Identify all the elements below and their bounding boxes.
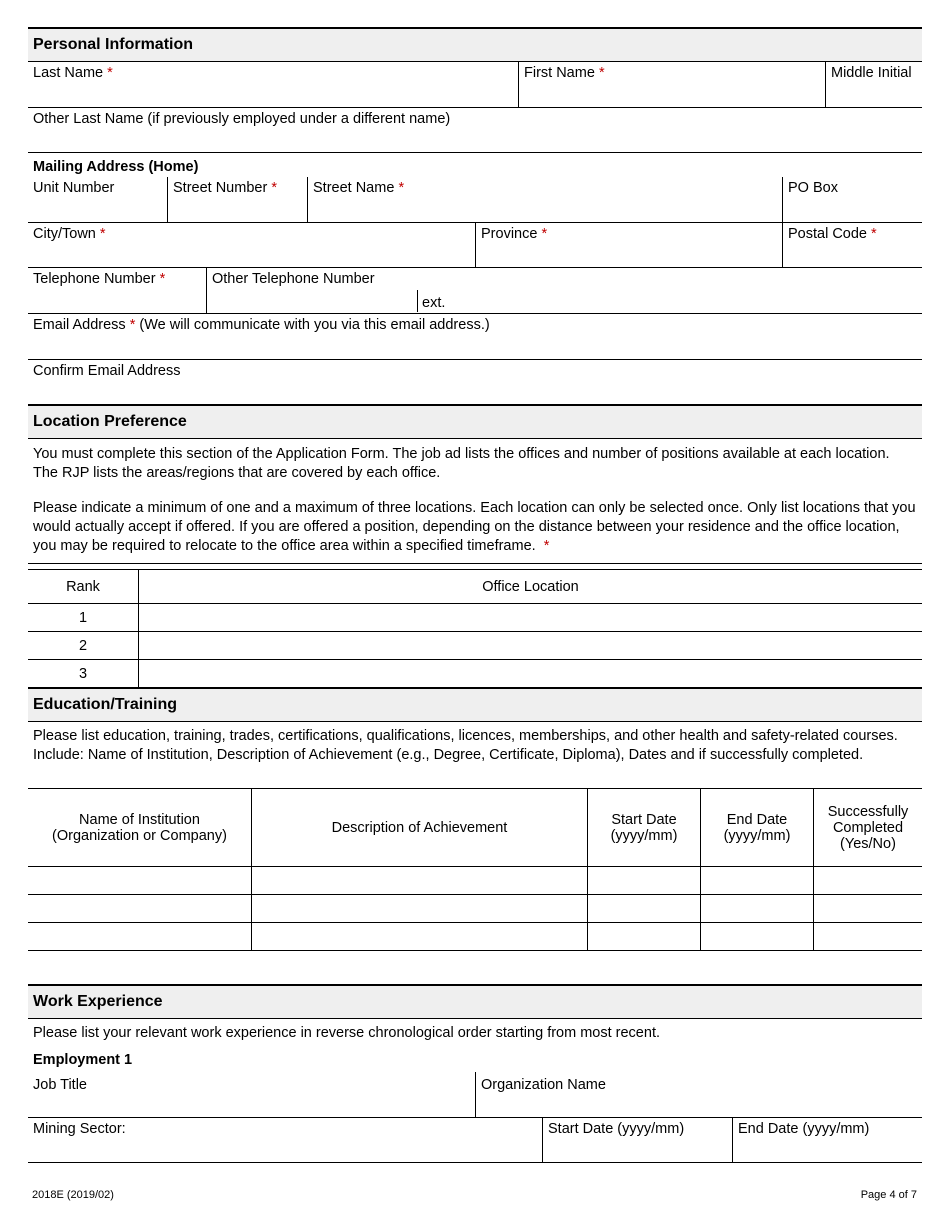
rank-header: Rank <box>28 570 139 604</box>
education-row <box>28 895 922 923</box>
confirm-email-label: Confirm Email Address <box>33 363 181 379</box>
extension-label: ext. <box>422 295 446 311</box>
required-mark: * <box>598 65 605 81</box>
institution-header-line-2: (Organization or Company) <box>52 827 227 844</box>
description-input[interactable] <box>252 895 588 923</box>
office-location-input[interactable] <box>139 660 923 688</box>
start-date-input[interactable] <box>588 923 701 951</box>
institution-input[interactable] <box>28 923 252 951</box>
work-end-date-label: End Date (yyyy/mm) <box>738 1121 870 1137</box>
email-label: Email Address <box>33 317 126 333</box>
city-field[interactable] <box>28 223 475 267</box>
rank-cell: 2 <box>28 632 139 660</box>
page-number: Page 4 of 7 <box>860 1189 917 1201</box>
rank-cell: 1 <box>28 604 139 632</box>
extension-field[interactable] <box>417 290 445 312</box>
location-paragraph-1: You must complete this section of the Application Form. The job ad lists the offices and number of positions available at each location. The RJP lists the areas/regions that are covered by each office. <box>33 446 890 481</box>
telephone-label: Telephone Number <box>33 271 156 287</box>
email-row <box>28 314 922 360</box>
unit-number-field[interactable] <box>28 177 167 222</box>
required-mark: * <box>129 317 136 333</box>
office-location-input[interactable] <box>139 604 923 632</box>
section-heading-education: Education/Training <box>28 688 922 722</box>
first-name-field[interactable] <box>518 62 825 107</box>
job-title-label: Job Title <box>33 1077 87 1093</box>
work-end-date-field[interactable] <box>732 1118 922 1162</box>
sector-row <box>28 1118 922 1163</box>
education-table <box>28 788 922 951</box>
street-name-field[interactable] <box>307 177 782 222</box>
unit-number-label: Unit Number <box>33 180 115 196</box>
job-title-field[interactable] <box>28 1072 475 1117</box>
end-date-header-line-1: End Date <box>726 811 788 828</box>
mining-sector-field[interactable] <box>28 1118 542 1162</box>
required-mark: * <box>541 226 548 242</box>
email-note: (We will communicate with you via this email address.) <box>139 317 490 333</box>
required-mark: * <box>271 180 277 196</box>
office-location-input[interactable] <box>139 632 923 660</box>
completed-input[interactable] <box>814 895 923 923</box>
email-field[interactable] <box>28 314 922 359</box>
location-header-row <box>28 570 922 604</box>
description-input[interactable] <box>252 867 588 895</box>
other-last-name-field[interactable] <box>28 108 922 152</box>
location-table <box>28 569 922 688</box>
required-mark: * <box>107 65 113 81</box>
last-name-field[interactable] <box>28 62 518 107</box>
end-date-input[interactable] <box>701 895 814 923</box>
first-name-label: First Name <box>524 65 595 81</box>
education-intro: Please list education, training, trades, certifications, qualifications, licences, memberships, and other health and safety-related courses. Include: Name of Institution, Description of Achievement (e.g., Degree, Certificate, Diploma), Dates and if successfully completed. <box>33 728 898 763</box>
work-start-date-field[interactable] <box>542 1118 732 1162</box>
start-date-header-line-2: (yyyy/mm) <box>610 827 678 844</box>
end-date-input[interactable] <box>701 867 814 895</box>
section-heading-personal: Personal Information <box>28 27 922 62</box>
organization-name-label: Organization Name <box>481 1077 606 1093</box>
rank-cell: 3 <box>28 660 139 688</box>
end-date-header-line-2: (yyyy/mm) <box>723 827 791 844</box>
location-row <box>28 632 922 660</box>
address-row <box>28 177 922 223</box>
telephone-row <box>28 268 922 314</box>
completed-header-line-1: Successfully <box>827 803 909 820</box>
other-last-name-row <box>28 108 922 153</box>
location-instructions <box>28 439 922 564</box>
education-row <box>28 867 922 895</box>
start-date-header-line-1: Start Date <box>611 811 677 828</box>
mining-sector-label: Mining Sector: <box>33 1121 126 1137</box>
completed-input[interactable] <box>814 867 923 895</box>
province-field[interactable] <box>475 223 782 267</box>
organization-name-field[interactable] <box>475 1072 922 1117</box>
institution-input[interactable] <box>28 895 252 923</box>
postal-code-field[interactable] <box>782 223 922 267</box>
end-date-header <box>701 789 814 867</box>
work-intro: Please list your relevant work experience in reverse chronological order starting from most recent. <box>33 1025 660 1041</box>
start-date-input[interactable] <box>588 895 701 923</box>
confirm-email-row <box>28 360 922 404</box>
city-label: City/Town <box>33 226 96 242</box>
spacer <box>28 951 922 984</box>
location-paragraph-2 <box>33 499 917 556</box>
employment-1-label: Employment 1 <box>33 1052 133 1068</box>
end-date-input[interactable] <box>701 923 814 951</box>
po-box-label: PO Box <box>788 180 838 196</box>
required-mark: * <box>398 180 405 196</box>
institution-input[interactable] <box>28 867 252 895</box>
completed-header <box>814 789 923 867</box>
institution-header-line-1: Name of Institution <box>79 811 200 828</box>
required-mark: * <box>99 226 106 242</box>
middle-initial-field[interactable] <box>825 62 922 107</box>
name-row <box>28 62 922 108</box>
education-row <box>28 923 922 951</box>
completed-input[interactable] <box>814 923 923 951</box>
location-row <box>28 660 922 688</box>
po-box-field[interactable] <box>782 177 922 222</box>
education-header-row <box>28 789 922 867</box>
start-date-input[interactable] <box>588 867 701 895</box>
street-name-label: Street Name <box>313 180 395 196</box>
description-header: Description of Achievement <box>252 789 588 867</box>
last-name-label: Last Name <box>33 65 104 81</box>
location-paragraph-2-text: Please indicate a minimum of one and a maximum of three locations. Each location can only be selected once. Only list locations that you would actually accept if offered. If you are offered a position, depending on the distance between your residence and the office location, you may be required to relocate to the office area within a specified timeframe. <box>33 500 916 554</box>
required-mark: * <box>871 226 877 242</box>
street-number-field[interactable] <box>167 177 307 222</box>
mailing-address-heading: Mailing Address (Home) <box>33 159 199 175</box>
street-number-label: Street Number <box>173 180 268 196</box>
form-id: 2018E (2019/02) <box>32 1189 114 1201</box>
other-telephone-field[interactable] <box>206 268 922 313</box>
other-last-name-label: Other Last Name (if previously employed under a different name) <box>33 111 451 127</box>
completed-header-line-3: (Yes/No) <box>840 835 896 852</box>
work-start-date-label: Start Date (yyyy/mm) <box>548 1121 685 1137</box>
middle-initial-label: Middle Initial <box>831 65 912 81</box>
location-row <box>28 604 922 632</box>
province-label: Province <box>481 226 538 242</box>
start-date-header <box>588 789 701 867</box>
other-telephone-label: Other Telephone Number <box>212 271 375 287</box>
section-heading-location: Location Preference <box>28 404 922 439</box>
postal-code-label: Postal Code <box>788 226 867 242</box>
telephone-field[interactable] <box>28 268 206 313</box>
job-row <box>28 1072 922 1118</box>
completed-header-line-2: Completed <box>832 819 904 836</box>
institution-header <box>28 789 252 867</box>
office-location-header: Office Location <box>139 570 923 604</box>
confirm-email-field[interactable] <box>28 360 922 382</box>
application-form <box>28 27 922 1163</box>
city-row <box>28 223 922 268</box>
required-mark: * <box>543 538 550 554</box>
required-mark: * <box>159 271 166 287</box>
description-input[interactable] <box>252 923 588 951</box>
section-heading-work: Work Experience <box>28 984 922 1019</box>
